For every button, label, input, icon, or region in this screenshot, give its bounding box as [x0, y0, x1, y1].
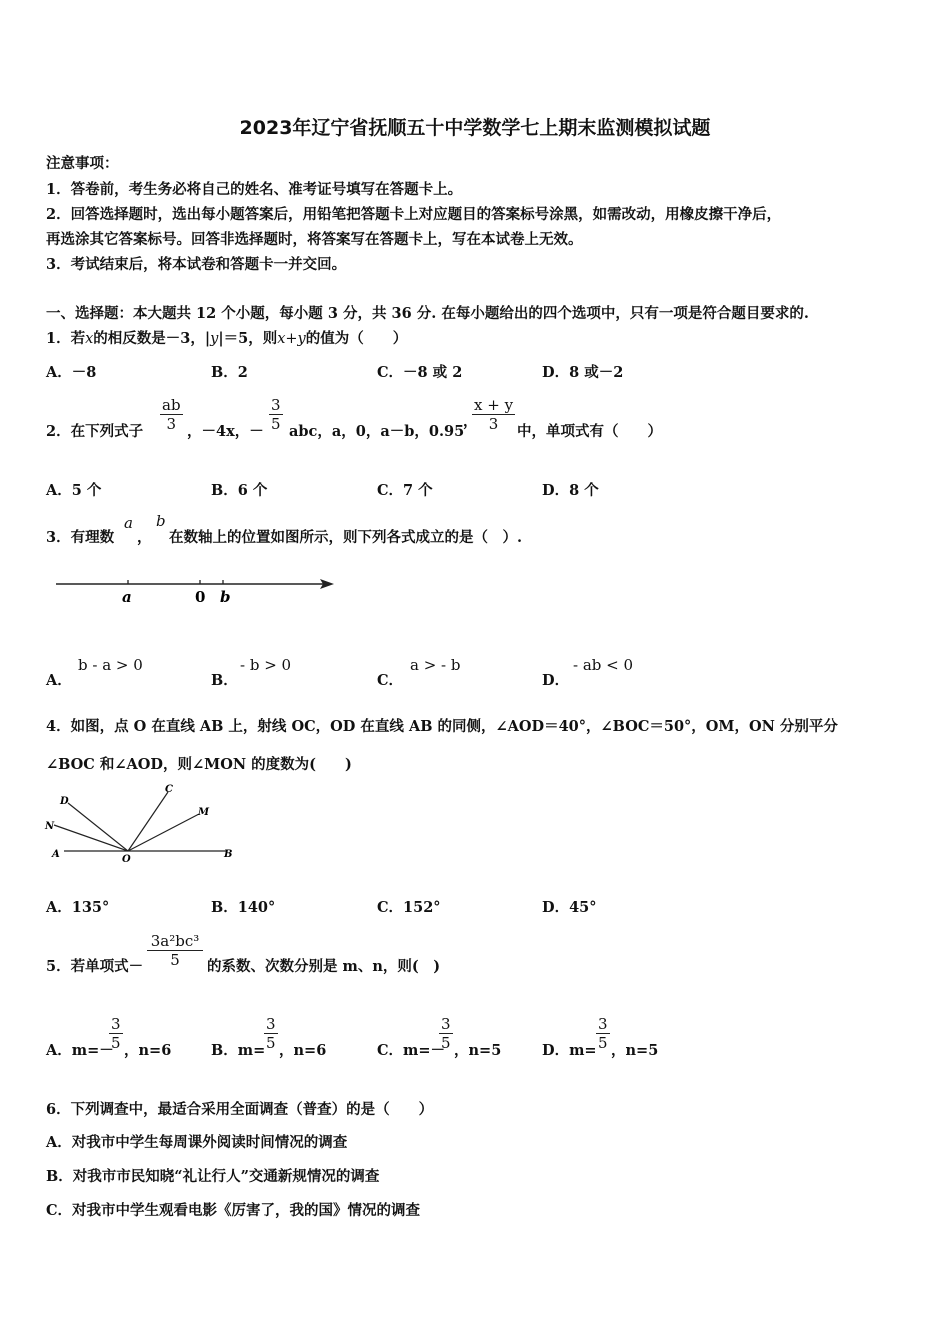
q4-stem-line2: ∠BOC 和∠AOD，则∠MON 的度数为( ): [46, 756, 352, 773]
section-heading: 一、选择题：本大题共 12 个小题，每小题 3 分，共 36 分. 在每小题给出的四个选项中，只有一项是符合题目要求的.: [46, 305, 809, 322]
q2-comma: ，: [463, 413, 478, 430]
q1-option-a: A．－8: [46, 364, 97, 381]
numerator: x + y: [474, 396, 514, 414]
notice-heading: 注意事项：: [46, 155, 119, 172]
label-o: O: [122, 854, 131, 865]
q3-stem-part2: 在数轴上的位置如图所示，则下列各式成立的是（ ）.: [169, 529, 523, 546]
q4-option-a: A．135°: [46, 899, 110, 916]
q1-option-b: B．2: [211, 364, 248, 381]
label-b: B: [224, 849, 233, 860]
var-b: b: [156, 512, 166, 530]
text: |＝5，则: [218, 330, 278, 347]
denominator: 5: [111, 1034, 121, 1052]
q3-option-d-expr: - ab < 0: [573, 656, 634, 674]
denominator: 5: [441, 1034, 451, 1052]
q1-option-c: C．－8 或 2: [377, 364, 463, 381]
expr-x-plus-y: x+y: [277, 331, 306, 347]
q5-option-b-fraction: [264, 1015, 278, 1052]
ray-on: [54, 825, 128, 851]
q5-option-d-fraction: [596, 1015, 610, 1052]
q5-monomial-fraction: [147, 932, 203, 969]
label-0: 0: [195, 588, 206, 606]
ray-oc: [128, 792, 168, 851]
label-d: D: [60, 796, 69, 807]
q5-option-c-pre: C．m=－: [377, 1042, 446, 1059]
q2-fraction-ab-over-3: [160, 396, 183, 433]
q6-option-b: B．对我市市民知晓“礼让行人”交通新规情况的调查: [46, 1168, 380, 1185]
q6-option-a: A．对我市中学生每周课外阅读时间情况的调查: [46, 1134, 348, 1151]
q3-option-a-expr: b - a > 0: [78, 656, 143, 674]
denominator: 3: [166, 415, 177, 433]
label-a: A: [52, 849, 60, 860]
q2-stem-part2: ，－4x，－: [187, 423, 264, 440]
q5-stem-part2: 的系数、次数分别是 m、n，则( ): [207, 958, 441, 975]
denominator: 5: [170, 951, 180, 969]
var-a: a: [124, 514, 133, 532]
denominator: 5: [598, 1034, 608, 1052]
label-c: C: [165, 784, 173, 795]
number-line-figure: [50, 572, 350, 608]
text: 1．若: [46, 330, 86, 347]
q4-option-b: B．140°: [211, 899, 276, 916]
numerator: 3: [266, 1015, 276, 1033]
q5-option-d-post: ，n=5: [611, 1042, 659, 1059]
q3-option-c-letter: C．: [377, 672, 404, 689]
q5-option-c-fraction: [439, 1015, 453, 1052]
q2-fraction-3-over-5: [269, 396, 283, 433]
numerator: ab: [162, 396, 181, 414]
q5-option-d-pre: D．m=: [542, 1042, 597, 1059]
notice-item: 3．考试结束后，将本试卷和答题卡一并交回。: [46, 256, 347, 273]
denominator: 5: [271, 415, 281, 433]
q3-option-c-expr: a > - b: [410, 656, 461, 674]
page-title: 2023年辽宁省抚顺五十中学数学七上期末监测模拟试题: [239, 117, 711, 139]
q4-stem-line1: 4．如图，点 O 在直线 AB 上，射线 OC，OD 在直线 AB 的同侧，∠AOD＝40°，∠BOC＝50°，OM，ON 分别平分: [46, 718, 838, 735]
question-1-stem: [46, 327, 407, 348]
q4-option-d: D．45°: [542, 899, 597, 916]
q2-stem-part4: 中，单项式有（ ）: [517, 423, 662, 440]
q5-stem-part1: 5．若单项式－: [46, 958, 144, 975]
angle-figure: [44, 780, 244, 870]
q2-fraction-xy-over-3: [472, 396, 515, 433]
q5-option-b-pre: B．m=: [211, 1042, 266, 1059]
denominator: 3: [488, 415, 499, 433]
notice-item: 2．回答选择题时，选出每小题答案后，用铅笔把答题卡上对应题目的答案标号涂黑，如需改动，用橡皮擦干净后，: [46, 206, 782, 223]
notice-item: 1．答卷前，考生务必将自己的姓名、准考证号填写在答题卡上。: [46, 181, 463, 198]
numerator: 3: [271, 396, 281, 414]
q2-option-b: B．6 个: [211, 482, 268, 499]
q3-option-a-letter: A．: [46, 672, 72, 689]
q2-option-d: D．8 个: [542, 482, 599, 499]
q6-option-c: C．对我市中学生观看电影《厉害了，我的国》情况的调查: [46, 1202, 421, 1219]
ray-od: [68, 803, 128, 851]
q5-option-a-post: ，n=6: [124, 1042, 172, 1059]
q3-option-d-letter: D．: [542, 672, 570, 689]
var-x: x: [85, 331, 94, 347]
label-b: b: [220, 588, 231, 606]
var-y: y: [210, 331, 219, 347]
q3-stem-part1: 3．有理数: [46, 529, 115, 546]
numerator: 3: [441, 1015, 451, 1033]
q5-option-c-post: ，n=5: [454, 1042, 502, 1059]
q6-stem: 6．下列调查中，最适合采用全面调查（普查）的是（ ）: [46, 1101, 434, 1118]
q2-option-a: A．5 个: [46, 482, 102, 499]
label-m: M: [198, 807, 210, 818]
q3-option-b-letter: B．: [211, 672, 238, 689]
numerator: 3: [598, 1015, 608, 1033]
q5-option-b-post: ，n=6: [279, 1042, 327, 1059]
denominator: 5: [266, 1034, 276, 1052]
text: 的相反数是－3，|: [93, 330, 211, 347]
q1-option-d: D．8 或－2: [542, 364, 624, 381]
ray-om: [128, 814, 199, 851]
text: 的值为（ ）: [305, 330, 408, 347]
q3-option-b-expr: - b > 0: [240, 656, 292, 674]
label-n: N: [45, 821, 55, 832]
q2-option-c: C．7 个: [377, 482, 433, 499]
notice-item: 再选涂其它答案标号。回答非选择题时，将答案写在答题卡上，写在本试卷上无效。: [46, 231, 583, 248]
q3-sep: ，: [137, 529, 152, 546]
q5-option-a-pre: A．m=－: [46, 1042, 114, 1059]
q2-stem-part3: abc，a，0，a－b，0.95: [289, 423, 465, 440]
numerator: 3a²bc³: [147, 932, 203, 951]
q5-option-a-fraction: [109, 1015, 123, 1052]
label-a: a: [122, 588, 132, 606]
q2-stem-part1: 2．在下列式子: [46, 423, 144, 440]
q4-option-c: C．152°: [377, 899, 441, 916]
numerator: 3: [111, 1015, 121, 1033]
